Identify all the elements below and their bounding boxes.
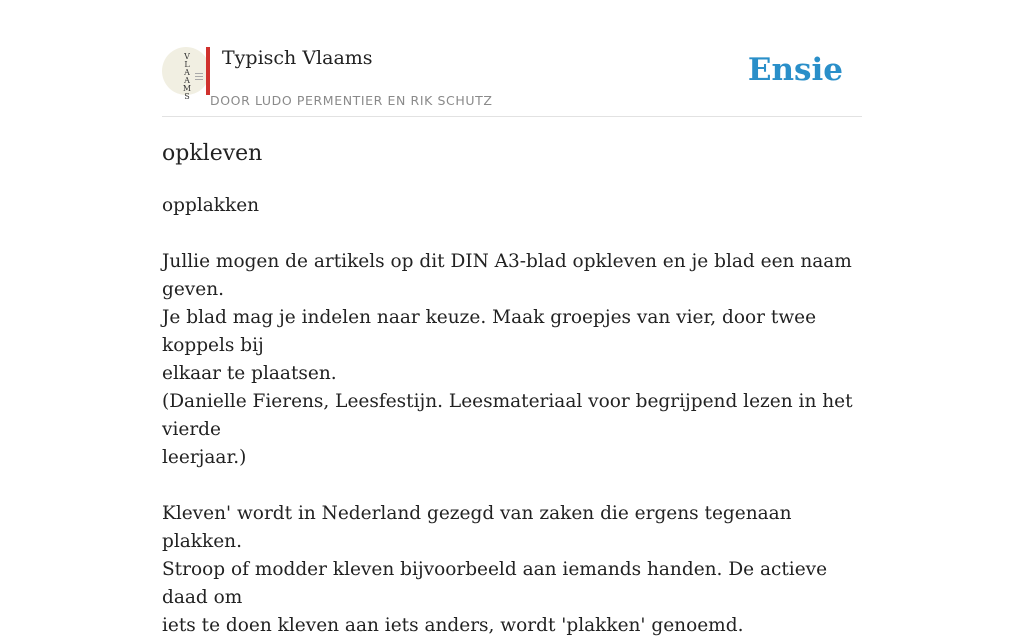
ensie-logo[interactable]: Ensie bbox=[747, 52, 843, 88]
example-line: Je blad mag je indelen naar keuze. Maak groepjes van vier, door twee koppels bij bbox=[162, 307, 817, 356]
explanation-line: Stroop of modder kleven bijvoorbeeld aan iemands handen. De actieve daad om bbox=[162, 559, 828, 608]
term-title: opkleven bbox=[162, 141, 263, 166]
book-cover-image[interactable] bbox=[162, 47, 210, 101]
cover-red-band bbox=[206, 47, 210, 95]
example-line: leerjaar.) bbox=[162, 447, 247, 468]
explanation-line: Kleven' wordt in Nederland gezegd van zaken die ergens tegenaan plakken. bbox=[162, 503, 792, 552]
term-definition: opplakken bbox=[162, 195, 260, 216]
example-line: (Danielle Fierens, Leesfestijn. Leesmateriaal voor begrijpend lezen in het vierde bbox=[162, 391, 853, 440]
cover-decoration bbox=[195, 73, 203, 83]
book-authors: DOOR LUDO PERMENTIER EN RIK SCHUTZ bbox=[210, 93, 493, 108]
book-title-link[interactable]: Typisch Vlaams bbox=[222, 47, 373, 69]
cover-lettering: V L A A M S bbox=[182, 52, 192, 101]
entry-body bbox=[162, 248, 862, 640]
paragraph-gap bbox=[162, 472, 862, 500]
page-header bbox=[162, 44, 862, 117]
example-line: elkaar te plaatsen. bbox=[162, 363, 337, 384]
example-line: Jullie mogen de artikels op dit DIN A3-blad opkleven en je blad een naam geven. bbox=[162, 251, 852, 300]
explanation-line: iets te doen kleven aan iets anders, wordt 'plakken' genoemd. bbox=[162, 615, 744, 636]
